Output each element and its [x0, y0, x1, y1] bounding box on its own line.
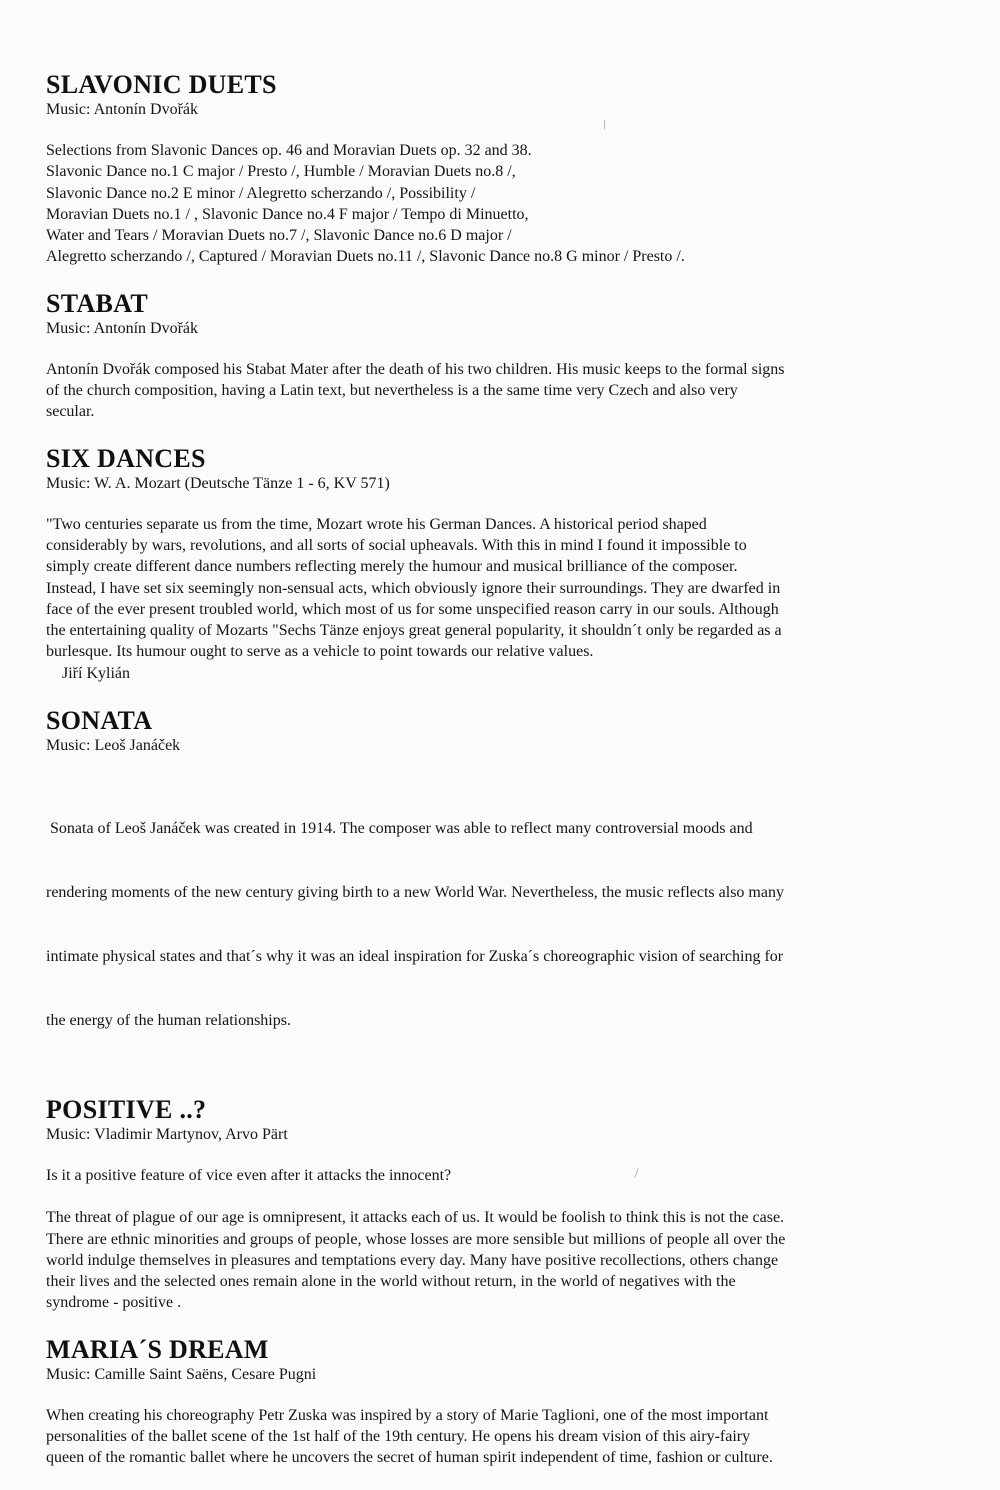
composer-credit: Music: Leoš Janáček: [46, 736, 181, 754]
body-line: When creating his choreography Petr Zuska was inspired by a story of Marie Taglioni, one of the most important: [46, 1406, 769, 1424]
body-line: Sonata of Leoš Janáček was created in 1914. The composer was able to reflect many controversial moods and: [46, 820, 753, 838]
body-line: syndrome - positive .: [46, 1294, 182, 1312]
body-line: Moravian Duets no.1 / , Slavonic Dance no.4 F major / Tempo di Minuetto,: [46, 205, 529, 223]
composer-credit: Music: Antonín Dvořák: [46, 319, 198, 337]
section-slavonic-duets: [46, 70, 946, 268]
body-line: the entertaining quality of Mozarts "Sechs Tänze enjoys great general popularity, it shouldn´t only be regarded as a: [46, 622, 782, 640]
section-title: SLAVONIC DUETS: [46, 70, 277, 99]
section-title: POSITIVE ..?: [46, 1094, 207, 1124]
body-line: There are ethnic minorities and groups of people, whose losses are more sensible but millions of people all over the: [46, 1230, 786, 1248]
body-line: world indulge themselves in pleasures and temptations every day. Many have positive recollections, others change: [46, 1251, 779, 1269]
section-body: [46, 359, 946, 423]
section-body: [46, 140, 946, 268]
body-line: Slavonic Dance no.1 C major / Presto /, Humble / Moravian Duets no.8 /,: [46, 163, 516, 181]
body-line: burlesque. Its humour ought to serve as a vehicle to point towards our relative values.: [46, 643, 594, 661]
body-line: considerably by wars, revolutions, and all sorts of social upheavals. With this in mind I found it impossible to: [46, 536, 747, 554]
body-line: Alegretto scherzando /, Captured / Moravian Duets no.11 /, Slavonic Dance no.8 G minor / Presto /.: [46, 248, 685, 266]
body-line: personalities of the ballet scene of the 1st half of the 19th century. He opens his dream vision of this airy-fairy: [46, 1427, 751, 1445]
body-line: rendering moments of the new century giving birth to a new World War. Nevertheless, the music reflects also many: [46, 884, 784, 902]
composer-credit: Music: Antonín Dvořák: [46, 101, 198, 118]
body-line: their lives and the selected ones remain alone in the world without return, in the world of negatives with the: [46, 1273, 736, 1291]
composer-credit: Music: Vladimir Martynov, Arvo Pärt: [46, 1125, 288, 1143]
body-line: queen of the romantic ballet where he uncovers the secret of human spirit independent of time, fashion or culture.: [46, 1449, 773, 1467]
program-notes-page: [46, 70, 946, 1490]
body-line: face of the ever present troubled world, which most of us for some unspecified reason carry in our souls. Although: [46, 600, 779, 618]
author-signature: Jiří Kylián: [62, 664, 130, 682]
section-six-dances: [46, 444, 946, 706]
body-line: Selections from Slavonic Dances op. 46 and Moravian Duets op. 32 and 38.: [46, 142, 532, 159]
body-line: Instead, I have set six seemingly non-sensual acts, which obviously ignore their surroundings. They are dwarfed in: [46, 579, 781, 597]
body-line: the energy of the human relationships.: [46, 1012, 291, 1030]
section-question: [46, 1165, 946, 1186]
body-line: Slavonic Dance no.2 E minor / Alegretto scherzando /, Possibility /: [46, 184, 476, 202]
section-title: SIX DANCES: [46, 443, 206, 473]
body-line: secular.: [46, 403, 95, 421]
section-body: [46, 1405, 946, 1469]
body-line: Water and Tears / Moravian Duets no.7 /, Slavonic Dance no.6 D major /: [46, 227, 512, 245]
question-line: Is it a positive feature of vice even after it attacks the innocent?: [46, 1166, 452, 1184]
section-body: [46, 1207, 946, 1313]
body-line: Antonín Dvořák composed his Stabat Mater after the death of his two children. His music keeps to the formal signs: [46, 360, 785, 378]
section-marias-dream: [46, 1335, 946, 1469]
body-line: intimate physical states and that´s why it was an ideal inspiration for Zuska´s choreographic vision of searching for: [46, 948, 784, 966]
section-sonata: [46, 706, 946, 1074]
section-title: STABAT: [46, 288, 148, 318]
composer-credit: Music: W. A. Mozart (Deutsche Tänze 1 - 6, KV 571): [46, 474, 390, 492]
section-body: [46, 776, 946, 1074]
body-line: The threat of plague of our age is omnipresent, it attacks each of us. It would be foolish to think this is not the case.: [46, 1209, 785, 1227]
section-title: SONATA: [46, 705, 153, 735]
section-stabat: [46, 289, 946, 423]
section-title: MARIA´S DREAM: [46, 1334, 269, 1364]
section-positive: [46, 1095, 946, 1314]
body-line: of the church composition, having a Latin text, but nevertheless is a the same time very Czech and also very: [46, 382, 738, 400]
composer-credit: Music: Camille Saint Saëns, Cesare Pugni: [46, 1365, 317, 1383]
section-body: [46, 514, 946, 663]
body-line: simply create different dance numbers reflecting merely the humour and musical brilliance of the composer.: [46, 558, 738, 576]
scan-mark: [604, 120, 605, 129]
body-line: "Two centuries separate us from the time, Mozart wrote his German Dances. A historical period shaped: [46, 515, 707, 533]
